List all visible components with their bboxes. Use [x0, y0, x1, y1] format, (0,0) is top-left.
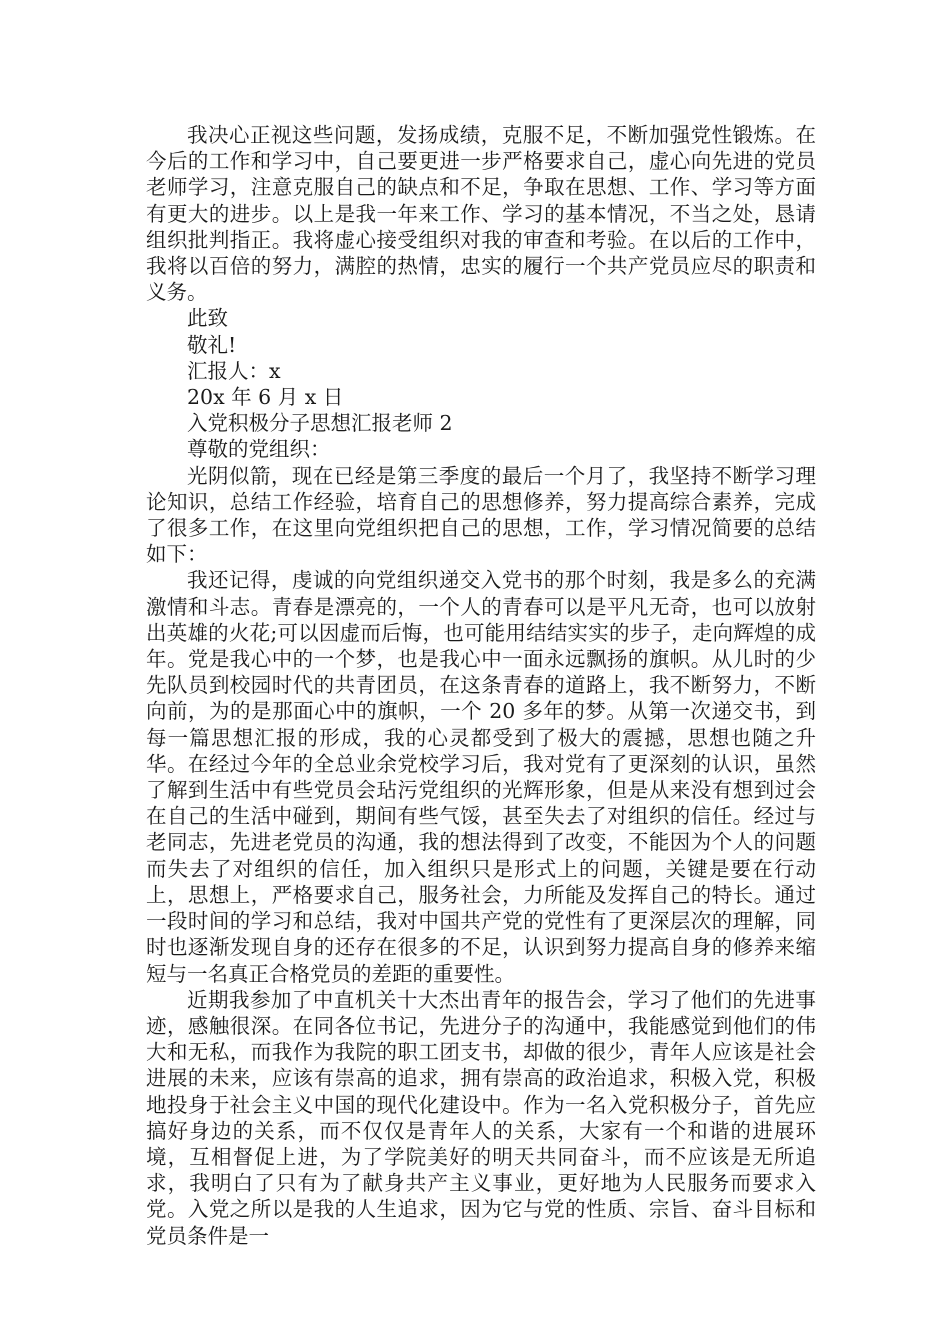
paragraph-reflection: 我还记得，虔诚的向党组织递交入党书的那个时刻，我是多么的充满激情和斗志。青春是漂亮的，一个人的青春可以是平凡无奇，也可以放射出英雄的火花;可以因虚而后悔，也可能用结结实实的步子，走向辉煌的成年。党是我心中的一个梦，也是我心中一面永远飘扬的旗帜。从儿时的少先队员到校园时代的共青团员，在这条青春的道路上，我不断努力，不断向前，为的是那面心中的旗帜，一个 20 多年的梦。从第一次递交书，到每一篇思想汇报的形成，我的心灵都受到了极大的震撼，思想也随之升华。在经过今年的全总业余党校学习后，我对党有了更深刻的认识，虽然了解到生活中有些党员会玷污党组织的光辉形象，但是从来没有想到过会在自己的生活中碰到，期间有些气馁，甚至失去了对组织的信任。经过与老同志，先进老党员的沟通，我的想法得到了改变，不能因为个人的问题而失去了对组织的信任，加入组织只是形式上的问题，关键是要在行动上，思想上，严格要求自己，服务社会，力所能及发挥自己的特长。通过一段时间的学习和总结，我对中国共产党的党性有了更深层次的理解，同时也逐渐发现自身的还存在很多的不足，认识到努力提高自身的修养来缩短与一名真正合格党员的差距的重要性。: [146, 568, 816, 986]
reporter-signature: 汇报人：x: [187, 358, 281, 383]
paragraph-summary-intro: 光阴似箭，现在已经是第三季度的最后一个月了，我坚持不断学习理论知识，总结工作经验，培育自己的思想修养，努力提高综合素养，完成了很多工作，在这里向党组织把自己的思想，工作，学习情况简要的总结如下：: [146, 463, 816, 567]
document-body: [146, 122, 816, 1249]
report-date: 20x 年 6 月 x 日: [187, 385, 344, 410]
section-title: 入党积极分子思想汇报老师 2: [187, 411, 453, 436]
closing-regards: 敬礼!: [187, 332, 237, 357]
paragraph-youth-report: 近期我参加了中直机关十大杰出青年的报告会，学习了他们的先进事迹，感触很深。在同各位书记，先进分子的沟通中，我能感觉到他们的伟大和无私，而我作为我院的职工团支书，却做的很少，青年人应该是社会进展的未来，应该有崇高的追求，拥有崇高的政治追求，积极入党，积极地投身于社会主义中国的现代化建设中。作为一名入党积极分子，首先应搞好身边的关系，而不仅仅是青年人的关系，大家有一个和谐的进展环境，互相督促上进，为了学院美好的明天共同奋斗，而不应该是无所追求，我明白了只有为了献身共产主义事业，更好地为人民服务而要求入党。入党之所以是我的人生追求，因为它与党的性质、宗旨、奋斗目标和党员条件是一: [146, 987, 816, 1248]
greeting: 尊敬的党组织：: [187, 437, 331, 462]
closing-salutation: 此致: [187, 306, 228, 331]
paragraph-resolution: 我决心正视这些问题，发扬成绩，克服不足，不断加强党性锻炼。在今后的工作和学习中，自己要更进一步严格要求自己，虚心向先进的党员老师学习，注意克服自己的缺点和不足，争取在思想、工作、学习等方面有更大的进步。以上是我一年来工作、学习的基本情况，不当之处，恳请组织批判指正。我将虚心接受组织对我的审查和考验。在以后的工作中，我将以百倍的努力，满腔的热情，忠实的履行一个共产党员应尽的职责和义务。: [146, 123, 816, 305]
